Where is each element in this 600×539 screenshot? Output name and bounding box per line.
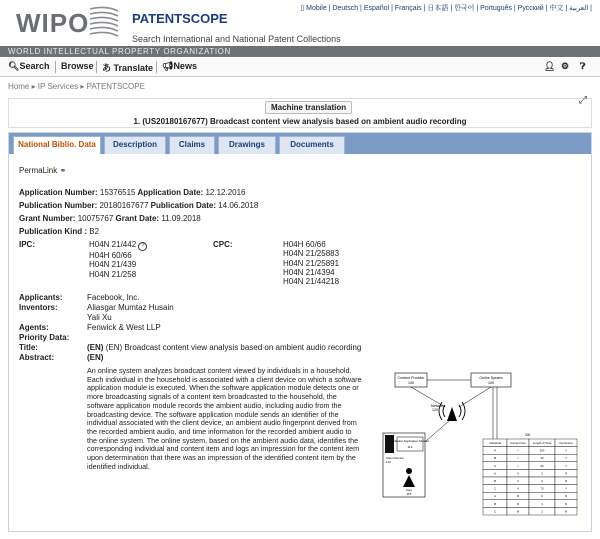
application-number-row xyxy=(19,188,246,197)
table-cell-text: III xyxy=(516,501,520,506)
abstract-text: An online system analyzes broadcast content viewed by individuals in a household. Each individual in the household is associated with a client device on which a software application module is executed. When the software application module detects one or more broadcasting signals of a content item broadcasted to the household, the software application module records the ambient audio, including audio from the broadcasting device. The software application module sends an identifier of the individual associated with the client device, an ambient audio fingerprint derived from the recorded ambient audio, and time information for the recorded ambient audio to the online system. The online system, based on the ambient audio data, identifies the corresponding individual and content item and logs an impression for the content item upon determination that there was an impression of the identified content item by the identified individual. xyxy=(87,366,362,471)
user-icon[interactable]: 👤︎ xyxy=(544,61,556,71)
table-cell-text: III xyxy=(516,494,520,499)
inventors-list xyxy=(87,303,174,322)
nav-divider xyxy=(55,61,56,73)
patentscope-title[interactable]: PATENTSCOPE xyxy=(132,11,228,26)
question-icon[interactable]: ? xyxy=(138,242,147,251)
tab-documents[interactable]: Documents xyxy=(279,136,345,154)
table-header: Individual xyxy=(489,441,501,445)
client-number: 110 xyxy=(386,460,391,464)
cpc-code[interactable]: H04N 21/25883 xyxy=(283,249,340,259)
app-date: 12.12.2016 xyxy=(205,188,246,197)
tab-national-biblio[interactable]: National Biblio. Data xyxy=(13,136,101,154)
publication-number-row xyxy=(19,201,258,210)
table-cell-text: 1 xyxy=(541,501,543,506)
nav-translate[interactable] xyxy=(102,61,153,74)
cpc-code[interactable]: H04N 21/44218 xyxy=(283,277,340,287)
applicants-label: Applicants: xyxy=(19,293,63,302)
title-value xyxy=(87,343,361,352)
tab-claims[interactable]: Claims xyxy=(169,136,215,154)
table-cell-text: 0 xyxy=(541,479,543,483)
pub-number-label: Publication Number: xyxy=(19,201,98,210)
software-label: Software Application Module xyxy=(391,439,429,443)
user-label: User xyxy=(405,488,413,492)
table-cell-text: II xyxy=(517,479,519,483)
table-cell-text: A xyxy=(494,494,496,499)
table-cell-text: 40 xyxy=(540,456,544,461)
title-label: Title: xyxy=(19,343,38,352)
pub-number: 20180167677 xyxy=(99,201,149,210)
inventor-name: Yali Xu xyxy=(87,312,112,322)
ipc-code[interactable] xyxy=(89,240,147,251)
ipc-code-text[interactable]: H04N 21/442 xyxy=(89,240,137,249)
language-links-text[interactable]: Mobile | Deutsch | Español | Français | 日本語 | 한국어 | Português | Русский | 中文 | العربية | xyxy=(306,5,592,12)
machine-translation-button[interactable]: Machine translation xyxy=(265,101,352,114)
patent-title: 1. (US20180167677) Broadcast content view analysis based on ambient audio recording xyxy=(133,117,467,126)
table-cell-text: II xyxy=(517,471,519,476)
abstract-lang: (EN) xyxy=(87,353,104,362)
grant-date-label: Grant Date: xyxy=(115,214,160,223)
cpc-list xyxy=(283,240,339,286)
table-cell-text: N xyxy=(564,501,568,506)
table-header: Content Item xyxy=(509,441,527,445)
impression-table xyxy=(483,439,577,515)
cpc-code[interactable]: H04H 60/66 xyxy=(283,240,326,249)
table-cell-text: N xyxy=(564,509,568,514)
software-number: 112 xyxy=(407,445,413,449)
table-cell-text: II xyxy=(517,486,519,491)
client-label: Client Device xyxy=(386,456,404,460)
table-cell-text: C xyxy=(493,463,497,468)
table-cell-text: Y xyxy=(565,463,567,468)
organization-bar xyxy=(0,46,600,57)
applicants-value: Facebook, Inc. xyxy=(87,293,140,302)
grant-number-row xyxy=(19,214,201,223)
nav-divider xyxy=(156,61,157,73)
pub-date-label: Publication Date: xyxy=(150,201,216,210)
network-number: 120 xyxy=(432,408,438,412)
mobile-icon: ▯ xyxy=(300,5,307,12)
ipc-code[interactable]: H04N 21/258 xyxy=(89,269,137,279)
grant-date: 11.09.2018 xyxy=(161,214,201,223)
pub-date: 14.06.2018 xyxy=(218,201,259,210)
connector-line xyxy=(459,387,491,407)
gear-icon[interactable]: ⚙ xyxy=(561,61,570,71)
nav-news[interactable] xyxy=(162,61,197,72)
inventor-name: Aliasgar Mumtaz Husain xyxy=(87,303,174,312)
inventors-label: Inventors: xyxy=(19,303,58,312)
nav-search-label: Search xyxy=(19,61,50,71)
ipc-label: IPC: xyxy=(19,240,35,249)
app-number-label: Application Number: xyxy=(19,188,98,197)
organization-name: WORLD INTELLECTUAL PROPERTY ORGANIZATION xyxy=(8,47,231,56)
nav-search[interactable] xyxy=(8,61,49,72)
title-text: (EN) Broadcast content view analysis based on ambient audio recording xyxy=(105,343,362,352)
online-system-number: 100 xyxy=(488,381,494,385)
agents-label: Agents: xyxy=(19,323,49,332)
table-cell-text: 300 xyxy=(539,448,545,453)
ipc-list xyxy=(89,240,147,279)
pub-kind-label: Publication Kind : xyxy=(19,227,87,236)
table-cell-text: C xyxy=(493,486,497,491)
table-cell-text: 60 xyxy=(540,463,544,468)
table-cell-text: N xyxy=(564,479,568,483)
abstract-label: Abstract: xyxy=(19,353,55,362)
table-cell-text: Y xyxy=(565,456,567,461)
wipo-logo[interactable]: WIPO xyxy=(16,8,90,38)
search-icon: 🔍︎ xyxy=(8,61,20,71)
nav-browse[interactable]: Browse xyxy=(61,61,94,71)
tab-drawings[interactable]: Drawings xyxy=(218,136,276,154)
cpc-code[interactable]: H04N 21/25891 xyxy=(283,258,340,268)
table-header: Impression xyxy=(559,441,573,445)
ipc-code[interactable]: H04N 21/439 xyxy=(89,260,137,270)
permalink-label[interactable]: PermaLink xyxy=(19,166,58,175)
pub-kind: B2 xyxy=(89,227,100,236)
table-cell-text: A xyxy=(494,471,496,476)
biblio-panel xyxy=(8,132,592,532)
machine-translation-box xyxy=(8,95,592,128)
app-date-label: Application Date: xyxy=(137,188,204,197)
cpc-label: CPC: xyxy=(213,240,233,249)
table-cell-text: 0 xyxy=(541,494,543,499)
permalink[interactable] xyxy=(19,166,66,175)
grant-number: 10075767 xyxy=(77,214,114,223)
tab-description[interactable]: Description xyxy=(104,136,166,154)
table-cell-text: I xyxy=(517,456,519,461)
breadcrumb[interactable]: Home ▸ IP Services ▸ PATENTSCOPE xyxy=(8,82,145,91)
priority-data-label: Priority Data: xyxy=(19,333,70,342)
title-lang: (EN) xyxy=(87,343,104,352)
table-cell-text: I xyxy=(517,448,519,453)
user-number: 115 xyxy=(406,492,412,496)
app-number: 15376515 xyxy=(99,188,136,197)
publication-kind-row xyxy=(19,227,99,236)
megaphone-icon: 📢︎ xyxy=(162,61,174,71)
table-cell-text: A xyxy=(494,448,496,453)
nav-divider xyxy=(96,61,97,73)
online-system-label: Online System xyxy=(479,376,503,380)
site-subtitle: Search International and National Patent Collections xyxy=(132,34,341,44)
grant-number-label: Grant Number: xyxy=(19,214,76,223)
main-navigation xyxy=(0,58,600,77)
help-icon[interactable]: ❓︎ xyxy=(580,61,586,71)
link-icon: ⚭ xyxy=(59,166,67,175)
content-provider-number: 140 xyxy=(408,381,414,385)
ipc-code[interactable]: H04H 60/66 xyxy=(89,251,132,260)
nav-news-label: News xyxy=(173,61,197,71)
table-cell-text: Y xyxy=(565,486,567,491)
table-cell-text: B xyxy=(494,501,496,506)
table-cell-text: 5 xyxy=(541,471,543,476)
cpc-code[interactable]: H04N 21/4394 xyxy=(283,267,335,277)
table-cell-text: N xyxy=(564,471,568,476)
agents-value: Fenwick & West LLP xyxy=(87,323,161,332)
table-cell-text: B xyxy=(494,456,496,461)
table-header: Length of Time xyxy=(532,441,552,445)
table-cell-text: Y xyxy=(565,448,567,453)
wipo-emblem-icon xyxy=(88,5,122,39)
table-cell-text: B xyxy=(494,479,496,483)
translate-icon: あ xyxy=(102,63,114,73)
table-cell-text: III xyxy=(516,509,520,514)
table-number: 300 xyxy=(525,433,531,437)
content-provider-label: Content Provider xyxy=(397,376,425,380)
tab-bar xyxy=(9,133,591,154)
table-cell-text: 1 xyxy=(541,509,543,514)
abstract-drawing[interactable] xyxy=(375,365,589,523)
table-cell-text: C xyxy=(493,509,497,514)
language-links[interactable] xyxy=(300,3,592,13)
nav-translate-label: Translate xyxy=(113,63,154,73)
expand-icon[interactable]: ⤢ xyxy=(579,95,587,106)
table-cell-text: N xyxy=(564,494,568,499)
table-cell-text: 70 xyxy=(540,486,544,491)
table-cell-text: I xyxy=(517,463,519,468)
network-label: Network xyxy=(431,404,445,408)
phone-icon xyxy=(385,435,394,453)
